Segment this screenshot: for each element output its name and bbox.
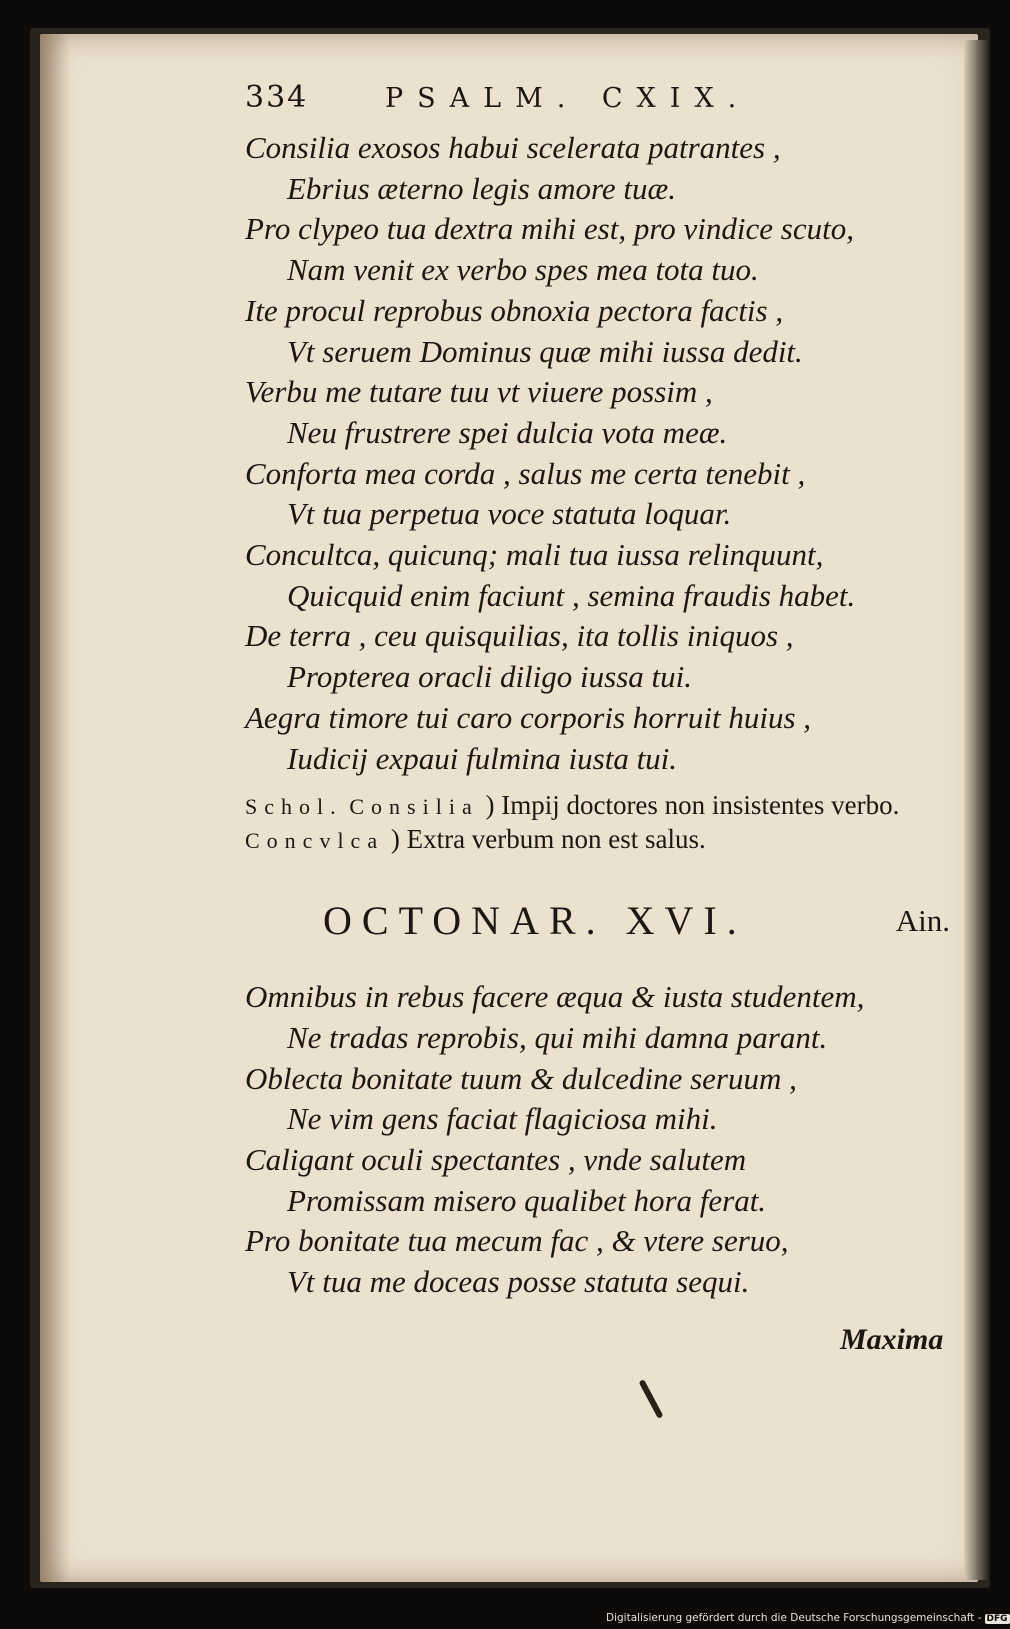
section-heading — [245, 897, 960, 959]
verse-line: Iudicij expaui fulmina iusta tui. — [287, 740, 678, 776]
verse-line: Quicquid enim faciunt , semina fraudis habet. — [287, 577, 856, 613]
verse-line: Caligant oculi spectantes , vnde salutem — [245, 1142, 747, 1178]
scholia-lemma: Concvlca — [245, 828, 385, 854]
verse-line: Neu frustrere spei dulcia vota meæ. — [287, 414, 728, 450]
verse-line: Omnibus in rebus facere æqua & iusta studentem, — [245, 979, 865, 1015]
verse-line: Oblecta bonitate tuum & dulcedine seruum , — [245, 1060, 797, 1096]
hebrew-letter-name: Ain. — [895, 903, 950, 939]
dfg-logo: DFG — [986, 1614, 1008, 1624]
verse-line: Pro bonitate tua mecum fac , & vtere seruo, — [245, 1223, 789, 1259]
verse-line: Vt seruem Dominus quæ mihi iussa dedit. — [287, 333, 803, 369]
scholia-label: Schol. — [245, 794, 343, 820]
verse-line: Aegra timore tui caro corporis horruit huius , — [245, 699, 812, 735]
spine-shadow — [40, 34, 70, 1582]
verse-line: Ne tradas reprobis, qui mihi damna parant. — [287, 1019, 828, 1055]
digitization-credit — [606, 1612, 1010, 1624]
verse-line: Vt tua me doceas posse statuta sequi. — [287, 1264, 750, 1300]
verse-line: Pro clypeo tua dextra mihi est, pro vindice scuto, — [245, 211, 854, 247]
scholia-text: ) Extra verbum non est salus. — [390, 824, 706, 855]
page-fore-edge — [964, 40, 990, 1580]
verse-line: Consilia exosos habui scelerata patrantes , — [245, 130, 781, 165]
verse-line: Ebrius æterno legis amore tuæ. — [287, 170, 676, 206]
running-title: PSALM. CXIX. — [385, 83, 751, 114]
verse-line: Propterea oracli diligo iussa tui. — [287, 659, 692, 695]
verse-line: Verbu me tutare tuu vt viuere possim , — [245, 374, 713, 410]
verse-line: Conforta mea corda , salus me certa tenebit , — [245, 455, 806, 491]
verse-line: Ne vim gens faciat flagiciosa mihi. — [287, 1101, 718, 1137]
verse-line: Promissam misero qualibet hora ferat. — [287, 1182, 767, 1218]
verse-line: Nam venit ex verbo spes mea tota tuo. — [287, 252, 759, 288]
page-content — [245, 80, 960, 1303]
running-head — [245, 80, 960, 128]
verse-block-bottom — [245, 977, 960, 1303]
verse-line: Vt tua perpetua voce statuta loquar. — [287, 496, 732, 532]
credit-text: Digitalisierung gefördert durch die Deutsche Forschungsgemeinschaft - — [606, 1612, 982, 1624]
scholia-note — [245, 789, 935, 857]
page-number: 334 — [245, 80, 309, 115]
verse-block-top — [245, 128, 960, 779]
octonar-title: OCTONAR. XVI. — [323, 898, 747, 944]
verse-line: Ite procul reprobus obnoxia pectora factis , — [245, 292, 784, 328]
verse-line: Concultca, quicunq; mali tua iussa relinquunt, — [245, 537, 824, 573]
verse-line: De terra , ceu quisquilias, ita tollis iniquos , — [245, 618, 794, 654]
catchword: Maxima — [840, 1323, 944, 1356]
scholia-lemma: Consilia — [349, 794, 479, 820]
scholia-text: ) Impij doctores non insistentes verbo. — [485, 790, 900, 821]
